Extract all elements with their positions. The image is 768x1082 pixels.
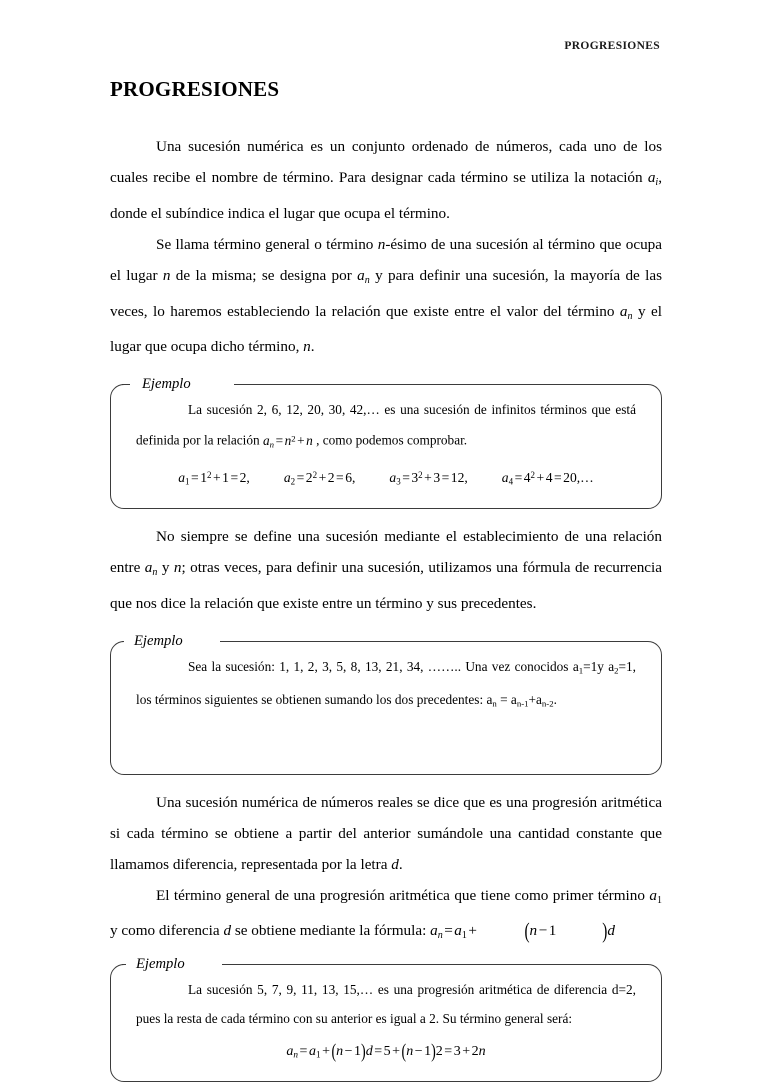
- example-3-text: La sucesión 5, 7, 9, 11, 13, 15,… es una progresión aritmética de diferencia d=2, pues la resta de cada término con su anterior es igual a 2. Su término general será:: [136, 982, 636, 1027]
- running-header: PROGRESIONES: [564, 40, 660, 52]
- known1-sub: 1: [578, 665, 584, 676]
- p2-math1-sub: n: [364, 274, 370, 286]
- eq3-trail: ,: [464, 470, 468, 486]
- f3-close1: ): [361, 1041, 366, 1064]
- eq3-plus: +: [424, 470, 432, 486]
- eq1-trail: ,: [246, 470, 250, 486]
- f3-n1: n: [336, 1044, 344, 1060]
- eq3-exp: 2: [418, 470, 423, 481]
- example-box-1-label: Ejemplo: [138, 375, 198, 393]
- f3-minus1: −: [344, 1044, 353, 1060]
- p2-text-d: y para definir una sucesión, la mayoría de las veces, lo haremos estableciendo la relación que existe entre el valor del término: [110, 266, 663, 320]
- spacer-after-example-1: [110, 509, 662, 521]
- rel-sub: n: [269, 439, 275, 450]
- f3-two: 2: [435, 1044, 443, 1060]
- example-2-line2-pre: términos siguientes se obtienen sumando los dos precedentes:: [154, 692, 487, 708]
- eq1-num: 1: [200, 470, 207, 486]
- eq1-result: 2: [239, 470, 247, 486]
- paragraph-2: [110, 229, 662, 363]
- p2-italic-n-3: n: [303, 338, 311, 356]
- eq1-eq1: =: [191, 470, 199, 486]
- example-2-line1: Sea la sucesión: 1, 1, 2, 3, 5, 8, 13, 21, 34, …….. Una vez conocidos: [188, 658, 573, 674]
- gtf-lhs-sub: n: [437, 930, 443, 942]
- arithmetic-general-term: [286, 1041, 486, 1064]
- gtf-minus: −: [538, 922, 548, 940]
- gtf-eq: =: [444, 922, 453, 940]
- example-box-3-rule-right: [216, 964, 648, 965]
- example-box-3: [110, 955, 662, 1082]
- f3-lhs-base: a: [286, 1044, 294, 1060]
- f3-plus1: +: [322, 1044, 330, 1060]
- general-term-formula: [430, 919, 615, 944]
- p2-text-b: -ésimo de una sucesión al término que ocupa el lugar: [110, 235, 663, 284]
- p5-italic-d: d: [223, 922, 232, 940]
- f3-one2: 1: [424, 1044, 432, 1060]
- example-1-relation: [263, 433, 313, 448]
- gtf-n: n: [529, 922, 538, 940]
- known2-base: a: [608, 658, 615, 674]
- example-1-equations: [136, 462, 636, 497]
- example-box-3-label: Ejemplo: [132, 955, 192, 973]
- eq3-eq2: =: [441, 470, 450, 486]
- rec-t2-base: a: [536, 692, 542, 708]
- paragraph-4: [110, 787, 662, 880]
- example-1-text: [136, 395, 636, 459]
- p5-math-base: a: [649, 886, 657, 904]
- paragraph-1: [110, 131, 662, 229]
- example-2-text: [136, 652, 636, 719]
- gtf-rhs-base: a: [454, 922, 462, 940]
- rec-t2-sub: n-2: [541, 698, 554, 709]
- p5-text-c: se obtiene mediante la fórmula:: [231, 922, 431, 940]
- eq4-exp: 2: [530, 470, 536, 481]
- p3-text-b: y: [157, 558, 174, 576]
- spacer-after-example-2: [110, 775, 662, 787]
- rec-t1-sub: n-1: [516, 698, 529, 709]
- gtf-plus: +: [468, 922, 477, 940]
- example-box-2-body: [110, 632, 662, 775]
- rec-end: .: [553, 692, 557, 708]
- f3-d: d: [365, 1044, 373, 1060]
- f3-one1: 1: [354, 1044, 362, 1060]
- p2-text-a: Se llama término general o término: [156, 235, 378, 253]
- rec-eq: =: [496, 692, 511, 708]
- eq1-plus: +: [212, 470, 221, 486]
- f3-three: 3: [453, 1044, 461, 1060]
- f3-plus3: +: [462, 1044, 471, 1060]
- rel-var: n: [284, 433, 292, 449]
- example-box-1: [110, 375, 662, 508]
- gtf-rhs-sub: 1: [461, 930, 467, 942]
- eq3-add: 3: [433, 470, 441, 486]
- p4-text-a: Una sucesión numérica de números reales se dice que es una progresión aritmética si cada término se obtiene a partir del anterior sumándole una cantidad constante que llamamos diferencia, representada por la letra: [110, 793, 662, 873]
- eq1-add: 1: [222, 470, 229, 486]
- f3-lhs-sub: n: [293, 1049, 299, 1060]
- example-1-line1-post: , como podemos comprobar.: [312, 433, 468, 449]
- equation-1: [178, 470, 250, 485]
- eq3-eq1: =: [402, 470, 410, 486]
- p2-italic-n-2: n: [162, 266, 171, 284]
- eq2-eq2: =: [336, 470, 344, 486]
- eq3-base: a: [389, 470, 397, 486]
- p1-text-b: , donde el subíndice indica el lugar que ocupa el término.: [110, 169, 662, 222]
- eq3-result: 12: [450, 470, 465, 486]
- f3-open1: (: [331, 1041, 337, 1064]
- eq1-exp: 2: [207, 470, 212, 481]
- eq4-eq1: =: [514, 470, 523, 486]
- f3-a1-base: a: [308, 1044, 316, 1060]
- f3-eq2: =: [374, 1044, 383, 1060]
- eq4-eq2: =: [553, 470, 562, 486]
- eq3-sub: 3: [396, 476, 401, 487]
- eq2-trail: ,: [352, 470, 356, 486]
- p1-math-ai: [648, 169, 658, 186]
- document-content: [110, 78, 662, 1082]
- rel-var2: n: [306, 433, 313, 449]
- p2-math1-base: a: [357, 266, 365, 284]
- example-box-3-body: [110, 955, 662, 1082]
- p5-text-a: El término general de una progresión aritmética que tiene como primer término: [156, 886, 650, 904]
- p2-text-e: y el lugar que ocupa dicho término,: [110, 302, 662, 356]
- p3-math-base: a: [144, 558, 153, 576]
- eq4-plus: +: [536, 470, 545, 486]
- example-2-known-1: [573, 659, 608, 674]
- f3-close2: ): [431, 1041, 436, 1064]
- f3-a1-sub: 1: [315, 1049, 321, 1060]
- eq2-base: a: [283, 470, 291, 486]
- eq2-num: 2: [305, 470, 313, 486]
- p3-italic-n: n: [173, 558, 182, 576]
- equation-4: [502, 470, 594, 485]
- eq1-sub: 1: [185, 476, 190, 487]
- f3-coef: 2: [471, 1044, 479, 1060]
- p2-math2-base: a: [619, 302, 628, 320]
- eq4-trail: ,…: [576, 470, 594, 486]
- f3-five: 5: [383, 1044, 391, 1060]
- f3-plus2: +: [392, 1044, 401, 1060]
- example-3-formula: [136, 1037, 636, 1070]
- p5-math-sub: 1: [656, 894, 662, 906]
- example-box-2-rule-right: [214, 641, 648, 642]
- f3-eq1: =: [299, 1044, 308, 1060]
- example-2-recurrence: [486, 692, 556, 707]
- eq2-add: 2: [327, 470, 335, 486]
- rel-exp: 2: [291, 433, 296, 444]
- p1-text-a: Una sucesión numérica es un conjunto ordenado de números, cada uno de los cuales recibe el nombre de término. Para designar cada término se utiliza la notación: [110, 138, 662, 187]
- eq2-eq1: =: [296, 470, 305, 486]
- paragraph-5: [110, 880, 662, 952]
- rec-plus: +: [528, 692, 537, 708]
- example-box-2-label: Ejemplo: [130, 632, 190, 650]
- equation-3: [389, 470, 467, 485]
- p4-text-b: .: [398, 855, 403, 873]
- known2-val: =1, los: [136, 658, 637, 708]
- example-1-line1-pre: La sucesión 2, 6, 12, 20, 30, 42,… es una sucesión de infinitos términos que está definida por la relación: [136, 402, 636, 449]
- rel-plus: +: [297, 433, 305, 449]
- eq2-exp: 2: [312, 470, 318, 481]
- known1-val: =1y: [583, 658, 609, 674]
- known1-base: a: [572, 658, 579, 674]
- gtf-one: 1: [548, 922, 557, 940]
- p1-math-sub: i: [655, 176, 659, 188]
- gtf-lhs-base: a: [430, 922, 438, 940]
- p2-math-an-2: [620, 303, 633, 320]
- gtf-close-paren: ): [602, 919, 608, 944]
- eq1-eq2: =: [230, 470, 239, 486]
- f3-open2: (: [401, 1041, 407, 1064]
- p2-text-f: .: [310, 338, 315, 356]
- f3-nvar: n: [478, 1044, 486, 1060]
- p2-math2-sub: n: [627, 310, 633, 322]
- eq2-plus: +: [318, 470, 327, 486]
- paragraph-3: [110, 521, 662, 619]
- rec-t1-base: a: [510, 692, 517, 708]
- example-box-2: [110, 632, 662, 775]
- rel-eq: =: [275, 433, 284, 449]
- rec-lhs-base: a: [486, 692, 493, 708]
- gtf-open-paren: (: [524, 919, 530, 944]
- eq3-num: 3: [411, 470, 419, 486]
- eq4-add: 4: [545, 470, 553, 486]
- eq4-num: 4: [523, 470, 531, 486]
- eq4-result: 20: [563, 470, 577, 486]
- f3-n2: n: [406, 1044, 414, 1060]
- p2-math-an-1: [357, 267, 370, 284]
- p3-math-an: [145, 559, 158, 576]
- p1-math-base: a: [647, 169, 656, 187]
- p5-math-a1: [649, 887, 662, 904]
- f3-minus2: −: [414, 1044, 423, 1060]
- equation-2: [284, 470, 356, 485]
- p2-italic-n-1: n: [377, 235, 386, 253]
- eq4-sub: 4: [508, 476, 514, 487]
- p3-text-c: ; otras veces, para definir una sucesión, utilizamos una fórmula de recurrencia que nos dice la relación que existe entre un término y sus precedentes.: [110, 558, 663, 612]
- known2-sub: 2: [614, 665, 619, 676]
- example-box-1-rule-right: [228, 384, 648, 385]
- f3-eq3: =: [444, 1044, 453, 1060]
- p3-math-sub: n: [152, 566, 158, 578]
- eq2-sub: 2: [290, 476, 296, 487]
- p3-text-a: No siempre se define una sucesión mediante el establecimiento de una relación entre: [110, 527, 662, 576]
- page-title: PROGRESIONES: [110, 77, 280, 101]
- eq1-base: a: [178, 470, 186, 486]
- eq4-base: a: [501, 470, 509, 486]
- rel-base: a: [263, 433, 270, 449]
- example-box-1-body: [110, 375, 662, 508]
- p5-text-b: y como diferencia: [110, 922, 224, 940]
- p2-text-c: de la misma; se designa por: [170, 266, 358, 284]
- p4-italic-d: d: [391, 855, 399, 873]
- eq2-result: 6: [345, 470, 352, 486]
- rec-lhs-sub: n: [492, 698, 497, 709]
- gtf-d: d: [607, 922, 615, 940]
